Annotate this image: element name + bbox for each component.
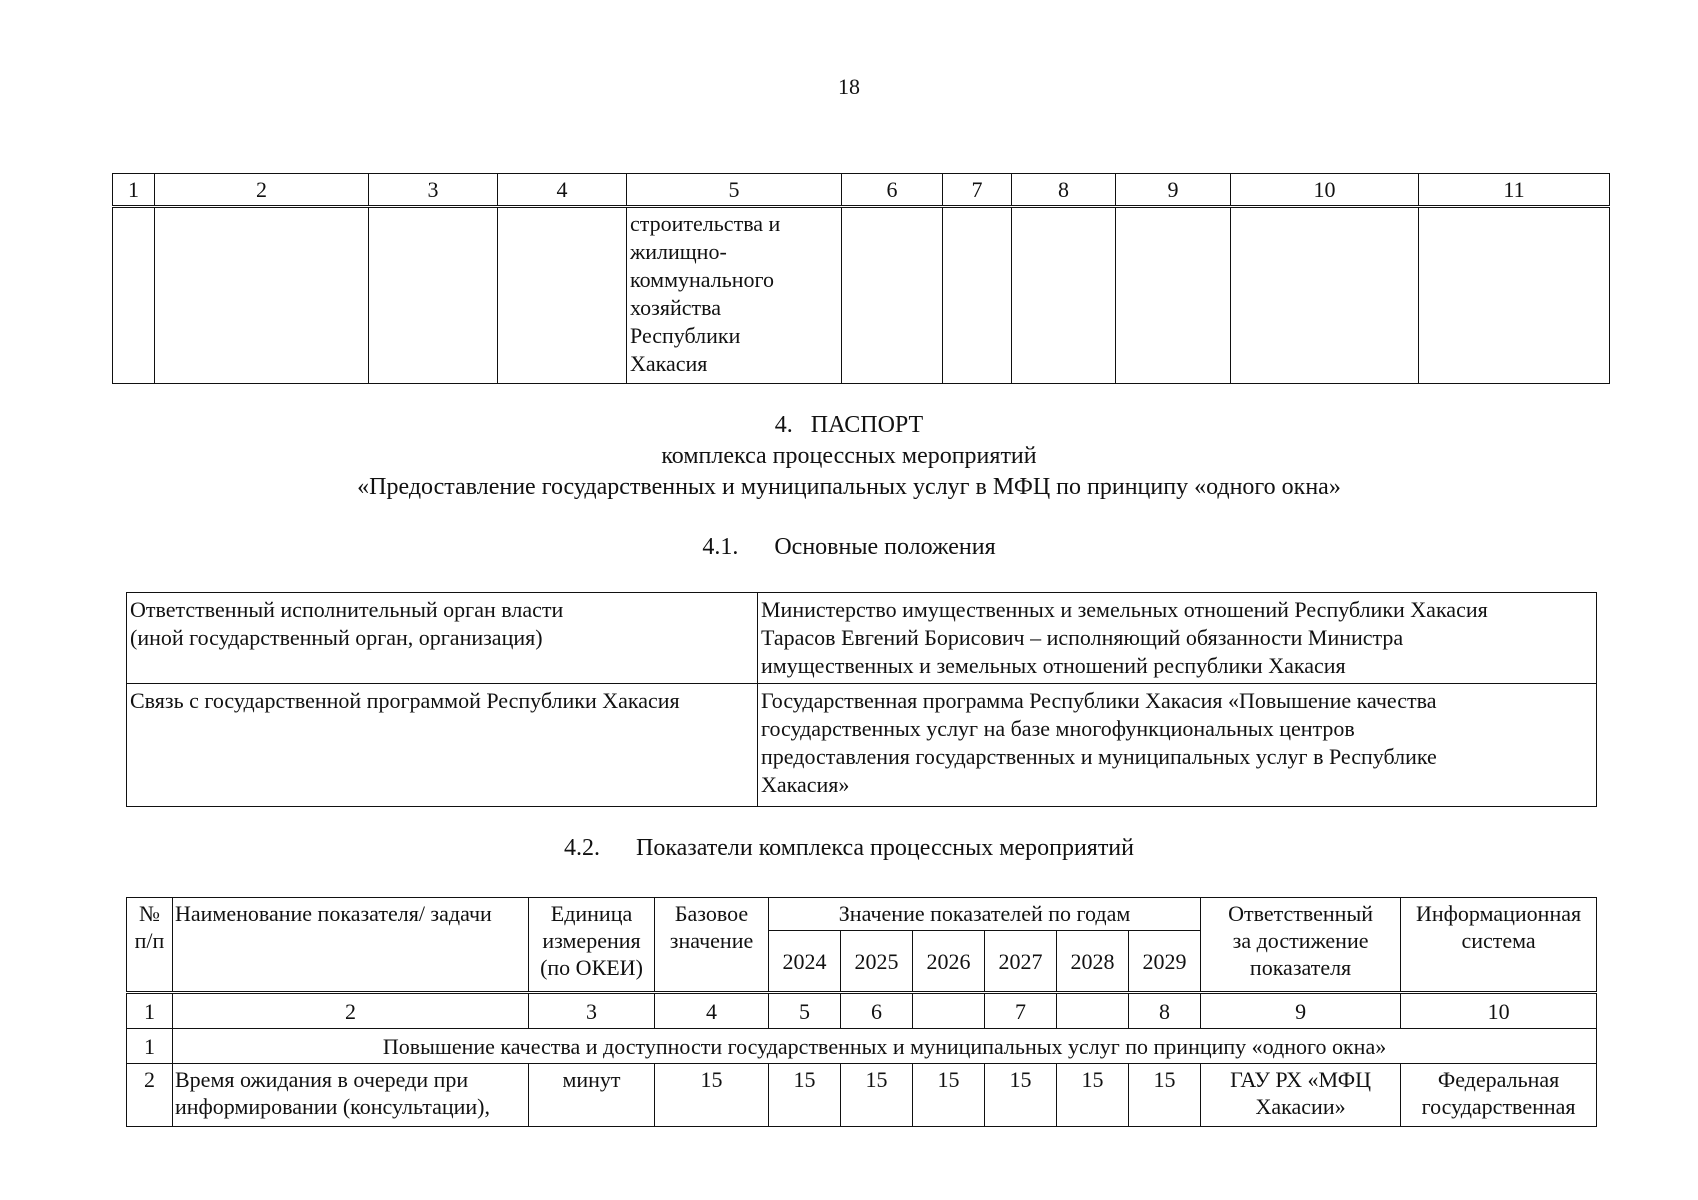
responsible-org-cell: строительства и жилищно- коммунального хозяйства Республики Хакасия	[627, 207, 842, 384]
table-row	[127, 684, 1597, 807]
indicator-name: Время ожидания в очереди при информировании (консультации),	[173, 1064, 529, 1127]
index-cell: 5	[769, 993, 841, 1029]
header-unit: Единица измерения (по ОКЕИ)	[529, 898, 655, 993]
header-responsible: Ответственный за достижение показателя	[1201, 898, 1401, 993]
index-cell: 9	[1201, 993, 1401, 1029]
header-year: 2027	[985, 931, 1057, 993]
empty-cell	[113, 207, 155, 384]
page-number: 18	[838, 74, 860, 99]
task-row	[127, 1029, 1597, 1064]
indicators-header-row	[127, 898, 1597, 931]
section-subtitle: комплекса процессных мероприятий	[661, 443, 1037, 469]
table-row	[127, 593, 1597, 684]
row-value: Министерство имущественных и земельных отношений Республики Хакасия Тарасов Евгений Борисович – исполняющий обязанности Министра имущественных и земельных отношений республики Хакасия	[758, 593, 1597, 684]
col-number: 8	[1012, 174, 1116, 207]
continuation-table	[112, 173, 1610, 384]
empty-cell	[943, 207, 1012, 384]
header-year: 2028	[1057, 931, 1129, 993]
header-base: Базовое значение	[655, 898, 769, 993]
index-cell: 1	[127, 993, 173, 1029]
index-cell: 2	[173, 993, 529, 1029]
indicator-system: Федеральная государственная	[1401, 1064, 1597, 1127]
indicator-value: 15	[841, 1064, 913, 1127]
empty-cell	[1116, 207, 1231, 384]
col-number: 10	[1231, 174, 1419, 207]
empty-cell	[155, 207, 369, 384]
header-year: 2025	[841, 931, 913, 993]
col-number: 2	[155, 174, 369, 207]
index-cell: 3	[529, 993, 655, 1029]
index-cell: 8	[1129, 993, 1201, 1029]
indicator-base: 15	[655, 1064, 769, 1127]
row-label: Ответственный исполнительный орган власти (иной государственный орган, организация)	[127, 593, 758, 684]
index-cell: 10	[1401, 993, 1597, 1029]
index-cell	[913, 993, 985, 1029]
indicator-value: 15	[913, 1064, 985, 1127]
task-text: Повышение качества и доступности государственных и муниципальных услуг по принципу «одного окна»	[173, 1029, 1597, 1064]
indicator-value: 15	[1057, 1064, 1129, 1127]
header-years-group: Значение показателей по годам	[769, 898, 1201, 931]
empty-cell	[498, 207, 627, 384]
indicator-value: 15	[769, 1064, 841, 1127]
empty-cell	[842, 207, 943, 384]
col-number: 4	[498, 174, 627, 207]
header-year: 2024	[769, 931, 841, 993]
row-num: 2	[127, 1064, 173, 1127]
col-number: 1	[113, 174, 155, 207]
basic-provisions-table	[126, 592, 1597, 807]
section-heading: 4. ПАСПОРТ	[774, 412, 924, 438]
indicator-unit: минут	[529, 1064, 655, 1127]
header-num: № п/п	[127, 898, 173, 993]
indicators-index-row	[127, 993, 1597, 1029]
empty-cell	[1419, 207, 1610, 384]
indicator-value: 15	[985, 1064, 1057, 1127]
row-label: Связь с государственной программой Республики Хакасия	[127, 684, 758, 807]
col-number: 11	[1419, 174, 1610, 207]
index-cell: 6	[841, 993, 913, 1029]
col-number: 3	[369, 174, 498, 207]
subsection-heading-4-1: 4.1. Основные положения	[702, 534, 996, 560]
continuation-table-row	[113, 207, 1610, 384]
continuation-table-header	[113, 174, 1610, 207]
col-number: 7	[943, 174, 1012, 207]
col-number: 9	[1116, 174, 1231, 207]
row-value: Государственная программа Республики Хакасия «Повышение качества государственных услуг на базе многофункциональных центров предоставления государственных и муниципальных услуг в Республике Хакасия»	[758, 684, 1597, 807]
index-cell: 4	[655, 993, 769, 1029]
indicators-table	[126, 897, 1597, 1127]
empty-cell	[1231, 207, 1419, 384]
subsection-heading-4-2: 4.2. Показатели комплекса процессных мероприятий	[563, 835, 1134, 861]
empty-cell	[369, 207, 498, 384]
header-name: Наименование показателя/ задачи	[173, 898, 529, 993]
col-number: 5	[627, 174, 842, 207]
indicator-responsible: ГАУ РХ «МФЦ Хакасии»	[1201, 1064, 1401, 1127]
indicator-value: 15	[1129, 1064, 1201, 1127]
index-cell: 7	[985, 993, 1057, 1029]
header-system: Информационная система	[1401, 898, 1597, 993]
index-cell	[1057, 993, 1129, 1029]
empty-cell	[1012, 207, 1116, 384]
col-number: 6	[842, 174, 943, 207]
task-num: 1	[127, 1029, 173, 1064]
header-year: 2029	[1129, 931, 1201, 993]
table-row	[127, 1064, 1597, 1127]
section-title: «Предоставление государственных и муниципальных услуг в МФЦ по принципу «одного окна»	[357, 474, 1341, 500]
header-year: 2026	[913, 931, 985, 993]
